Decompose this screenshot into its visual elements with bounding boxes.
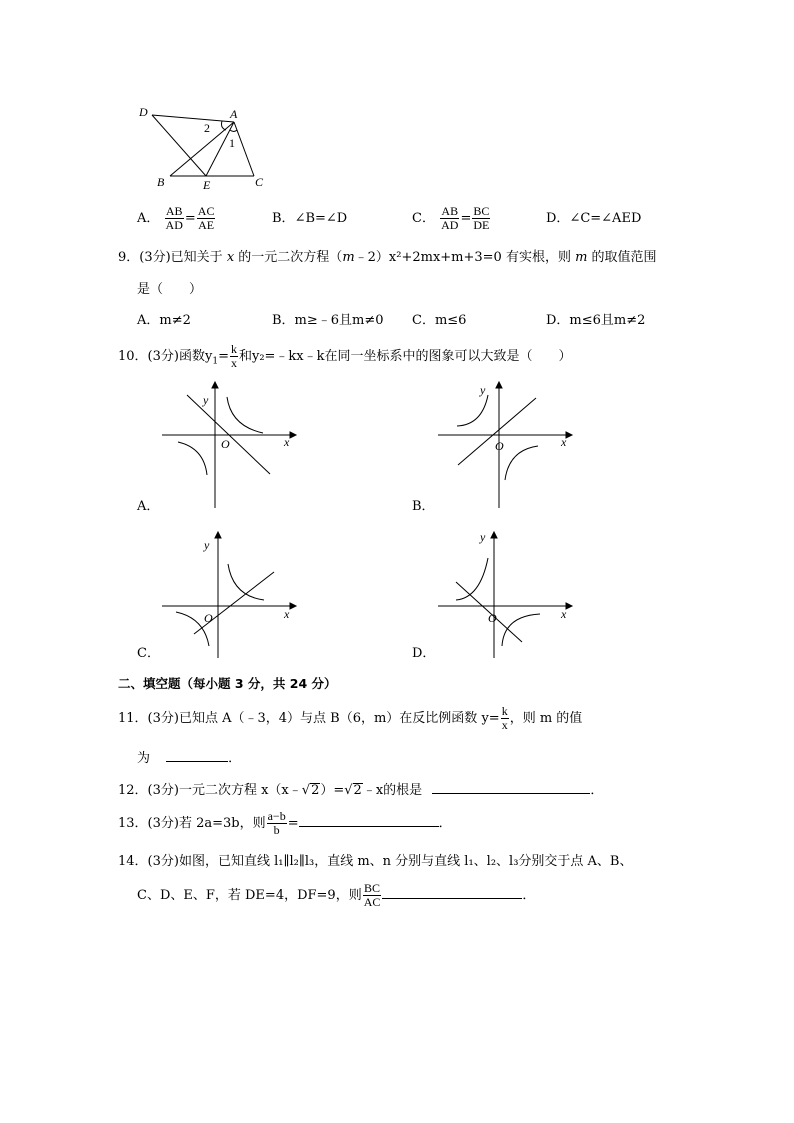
label-1: 1 <box>229 136 235 150</box>
y-label: y <box>480 530 486 544</box>
q9-option-b[interactable]: B．m≥﹣6且m≠0 <box>272 313 384 328</box>
y-label: y <box>203 393 209 407</box>
q14-stem-line2: C、D、E、F，若 DE=4，DF=9，则 $\frac{BC}{AC}$ ． <box>137 881 536 909</box>
section-2-heading: 二、填空题（每小题 3 分，共 24 分） <box>118 676 337 691</box>
x-arrow <box>290 603 296 609</box>
fraction-a-minus-b-over-b: $\frac{a-b}{b}$ <box>267 809 286 837</box>
origin-label: O <box>221 437 230 451</box>
q8-option-b[interactable]: B．∠B=∠D <box>272 211 348 226</box>
y-arrow <box>496 382 502 388</box>
q10-option-c-label[interactable]: C． <box>137 646 160 661</box>
x-arrow <box>290 432 296 438</box>
seg-AB <box>170 122 234 176</box>
y-arrow <box>491 532 497 538</box>
q11-stem-line2: 为 ． <box>137 751 242 766</box>
label-D: D <box>139 105 148 119</box>
fraction-ab-ad: $\frac{AB}{AD}$ <box>441 204 459 232</box>
graph-d[interactable] <box>436 528 576 663</box>
q12-answer-blank[interactable] <box>432 781 590 794</box>
y-arrow <box>212 382 218 388</box>
q9-option-c[interactable]: C．m≤6 <box>412 313 467 328</box>
x-arrow <box>566 432 572 438</box>
q9-stem: 9．(3分)已知关于 x 的一元二次方程（m﹣2）x²+2mx+m+3=0 有实根，则 m 的取值范围 <box>118 250 657 265</box>
y-label: y <box>204 538 210 552</box>
q14-answer-blank[interactable] <box>382 886 522 899</box>
x-label: x <box>561 607 567 621</box>
label-B: B <box>157 175 165 189</box>
fraction-bc-de: $\frac{BC}{DE}$ <box>473 204 490 232</box>
q10-option-b-label[interactable]: B． <box>412 499 435 514</box>
fraction-ab-ad: $\frac{AB}{AD}$ <box>165 204 183 232</box>
hyperbola-q2 <box>457 395 488 426</box>
hyperbola-q1 <box>228 564 264 600</box>
fraction-bc-over-ac: $\frac{BC}{AC}$ <box>363 881 381 909</box>
hyperbola-q1 <box>227 397 263 433</box>
seg-DE <box>152 115 206 176</box>
q9-stem-line2: 是（ ） <box>137 282 203 297</box>
label-C: C <box>255 175 264 189</box>
q10-option-a-label[interactable]: A． <box>137 499 160 514</box>
q13-answer-blank[interactable] <box>299 814 439 827</box>
label-A: A <box>230 107 238 121</box>
q11-answer-blank[interactable] <box>166 749 228 762</box>
label-2: 2 <box>204 121 210 135</box>
origin-label: O <box>204 611 213 625</box>
origin-label: O <box>488 611 497 625</box>
q13-stem: 13．(3分)若 2a=3b，则 $\frac{a-b}{b}$ = ． <box>118 809 452 837</box>
hyperbola-q4 <box>505 446 538 480</box>
sqrt-2: √2 <box>301 783 320 798</box>
graph-a[interactable] <box>160 380 300 515</box>
label-E: E <box>203 178 211 192</box>
q9-option-d[interactable]: D．m≤6且m≠2 <box>546 313 646 328</box>
graph-c[interactable] <box>160 528 300 663</box>
q8-option-a[interactable]: A． $\frac{AB}{AD}$ = $\frac{AC}{AE}$ <box>137 204 215 232</box>
x-label: x <box>284 607 290 621</box>
q8-option-c[interactable]: C． $\frac{AB}{AD}$ = $\frac{BC}{DE}$ <box>412 204 490 232</box>
line-y2 <box>458 398 536 465</box>
q10-stem: 10．(3分)函数$y_1=$ $\frac{k}{x}$ 和y₂=﹣kx﹣k在同一坐标系中的图象可以大致是（ ） <box>118 342 572 370</box>
angle-arc-1 <box>230 130 237 132</box>
triangle-figure <box>130 100 270 195</box>
y-arrow <box>215 532 221 538</box>
q14-stem: 14．(3分)如图，已知直线 l₁∥l₂∥l₃，直线 m、n 分别与直线 l₁、l₂、l₃分别交于点 A、B、 <box>118 854 633 869</box>
graph-b[interactable] <box>436 380 576 515</box>
angle-arc-2 <box>222 121 227 130</box>
origin-label: O <box>495 439 504 453</box>
x-arrow <box>566 603 572 609</box>
sqrt-2: √2 <box>344 783 362 798</box>
q11-stem: 11．(3分)已知点 A（﹣3，4）与点 B（6，m）在反比例函数 y= $\frac{k}{x}$ ，则 m 的值 <box>118 704 583 732</box>
y-label: y <box>480 383 486 397</box>
q9-option-a[interactable]: A．m≠2 <box>137 313 191 328</box>
q12-stem: 12．(3分)一元二次方程 x（x﹣√2）=√2﹣x的根是 ． <box>118 783 604 798</box>
q8-option-d[interactable]: D．∠C=∠AED <box>546 211 642 226</box>
q10-option-d-label[interactable]: D． <box>412 646 436 661</box>
x-label: x <box>561 435 567 449</box>
x-label: x <box>284 435 290 449</box>
hyperbola-q2 <box>456 558 488 600</box>
fraction-ac-ae: $\frac{AC}{AE}$ <box>197 204 215 232</box>
hyperbola-q3 <box>178 442 207 475</box>
